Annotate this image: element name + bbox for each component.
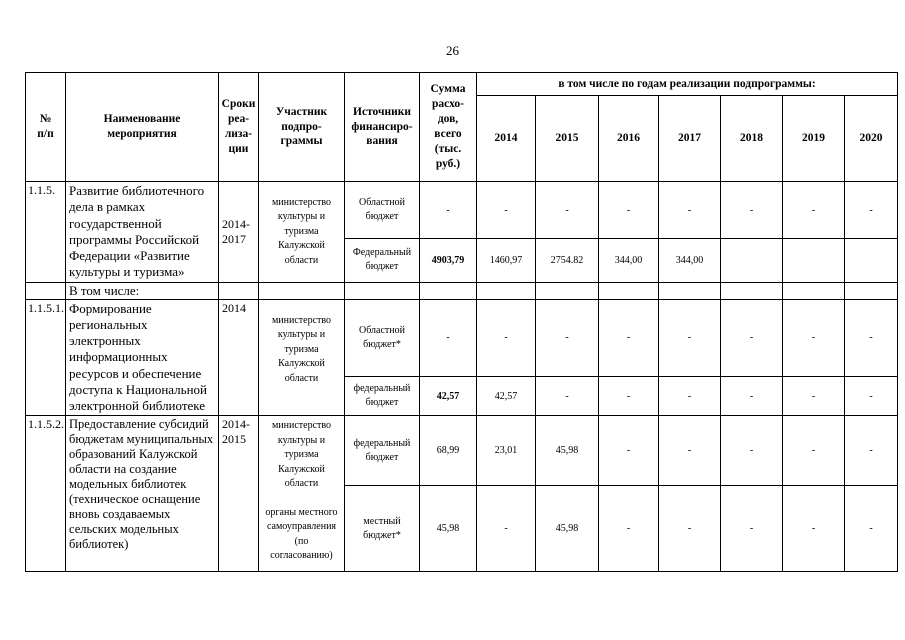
year-value-2018: - — [721, 486, 783, 572]
total-amount: 68,99 — [420, 416, 477, 486]
total-amount: 4903,79 — [420, 239, 477, 282]
header-year-2019: 2019 — [783, 96, 845, 182]
blank-cell — [783, 282, 845, 299]
funding-source: Федеральный бюджет — [345, 239, 420, 282]
blank-cell — [219, 282, 259, 299]
year-value-2020: - — [845, 299, 898, 377]
total-amount: - — [420, 299, 477, 377]
year-value-2015: - — [536, 299, 599, 377]
year-value-2020: - — [845, 377, 898, 416]
year-value-2014: - — [477, 182, 536, 239]
year-value-2020: - — [845, 486, 898, 572]
header-year-2017: 2017 — [659, 96, 721, 182]
total-amount: - — [420, 182, 477, 239]
blank-cell — [659, 282, 721, 299]
year-value-2015: - — [536, 377, 599, 416]
header-years-group: в том числе по годам реализации подпрограммы: — [477, 73, 898, 96]
measure-name: Предоставление субсидий бюджетам муниципальных образований Калужской области на создание модельных библиотек (техническое оснащение вновь создаваемых сельских модельных библиотек) — [66, 416, 219, 572]
header-year-2020: 2020 — [845, 96, 898, 182]
year-value-2019: - — [783, 486, 845, 572]
year-value-2019: - — [783, 299, 845, 377]
year-value-2017: 344,00 — [659, 239, 721, 282]
funding-source: федеральный бюджет — [345, 416, 420, 486]
year-value-2017: - — [659, 416, 721, 486]
participant — [259, 416, 345, 572]
header-year-2015: 2015 — [536, 96, 599, 182]
year-value-2019: - — [783, 416, 845, 486]
year-value-2014: - — [477, 299, 536, 377]
row-number: 1.1.5.1. — [26, 299, 66, 416]
page-number: 26 — [446, 43, 459, 58]
year-value-2018: - — [721, 377, 783, 416]
year-value-2018: - — [721, 299, 783, 377]
year-value-2016: - — [599, 377, 659, 416]
year-value-2016: 344,00 — [599, 239, 659, 282]
participant-local-government: органы местного самоуправления (по согласованию) — [265, 506, 338, 562]
participant: министерство культуры и туризма Калужской области — [259, 299, 345, 416]
participant-ministry: министерство культуры и туризма Калужской области — [271, 420, 332, 490]
year-value-2017: - — [659, 486, 721, 572]
header-participant: Участник подпро- граммы — [259, 73, 345, 182]
term: 2014- 2017 — [219, 182, 259, 283]
header-source: Источники финансиро- вания — [345, 73, 420, 182]
measure-name: Формирование региональных электронных информационных ресурсов и обеспечение доступа к Национальной электронной библиотеке — [66, 299, 219, 416]
year-value-2020: - — [845, 416, 898, 486]
year-value-2016: - — [599, 299, 659, 377]
blank-cell — [599, 282, 659, 299]
blank-cell — [420, 282, 477, 299]
blank-cell — [259, 282, 345, 299]
year-value-2016: - — [599, 182, 659, 239]
row-number: 1.1.5. — [26, 182, 66, 283]
year-value-2014: 23,01 — [477, 416, 536, 486]
header-year-2014: 2014 — [477, 96, 536, 182]
header-name: Наименование мероприятия — [66, 73, 219, 182]
year-value-2017: - — [659, 182, 721, 239]
header-year-2018: 2018 — [721, 96, 783, 182]
year-value-2017: - — [659, 299, 721, 377]
including-label: В том числе: — [66, 282, 219, 299]
header-num: № п/п — [26, 73, 66, 182]
year-value-2018: - — [721, 182, 783, 239]
total-amount: 42,57 — [420, 377, 477, 416]
year-value-2015: 45,98 — [536, 486, 599, 572]
year-value-2014: 42,57 — [477, 377, 536, 416]
funding-source: местный бюджет* — [345, 486, 420, 572]
year-value-2015: - — [536, 182, 599, 239]
funding-source: Областной бюджет* — [345, 299, 420, 377]
year-value-2017: - — [659, 377, 721, 416]
year-value-2016: - — [599, 486, 659, 572]
year-value-2019 — [783, 239, 845, 282]
total-amount: 45,98 — [420, 486, 477, 572]
participant: министерство культуры и туризма Калужской области — [259, 182, 345, 283]
year-value-2014: 1460,97 — [477, 239, 536, 282]
year-value-2015: 45,98 — [536, 416, 599, 486]
funding-source: Областной бюджет — [345, 182, 420, 239]
year-value-2020: - — [845, 182, 898, 239]
year-value-2019: - — [783, 377, 845, 416]
blank-cell — [477, 282, 536, 299]
year-value-2014: - — [477, 486, 536, 572]
year-value-2015: 2754.82 — [536, 239, 599, 282]
measure-name: Развитие библиотечного дела в рамках государственной программы Российской Федерации «Развитие культуры и туризма» — [66, 182, 219, 283]
funding-source: федеральный бюджет — [345, 377, 420, 416]
term: 2014- 2015 — [219, 416, 259, 572]
year-value-2018 — [721, 239, 783, 282]
header-term: Сроки реа- лиза- ции — [219, 73, 259, 182]
blank-cell — [536, 282, 599, 299]
blank-cell — [345, 282, 420, 299]
blank-cell — [721, 282, 783, 299]
year-value-2020 — [845, 239, 898, 282]
header-total: Сумма расхо- дов, всего (тыс. руб.) — [420, 73, 477, 182]
header-year-2016: 2016 — [599, 96, 659, 182]
year-value-2019: - — [783, 182, 845, 239]
financing-table — [25, 72, 898, 572]
blank-cell — [845, 282, 898, 299]
blank-cell — [26, 282, 66, 299]
row-number: 1.1.5.2. — [26, 416, 66, 572]
term: 2014 — [219, 299, 259, 416]
year-value-2016: - — [599, 416, 659, 486]
year-value-2018: - — [721, 416, 783, 486]
